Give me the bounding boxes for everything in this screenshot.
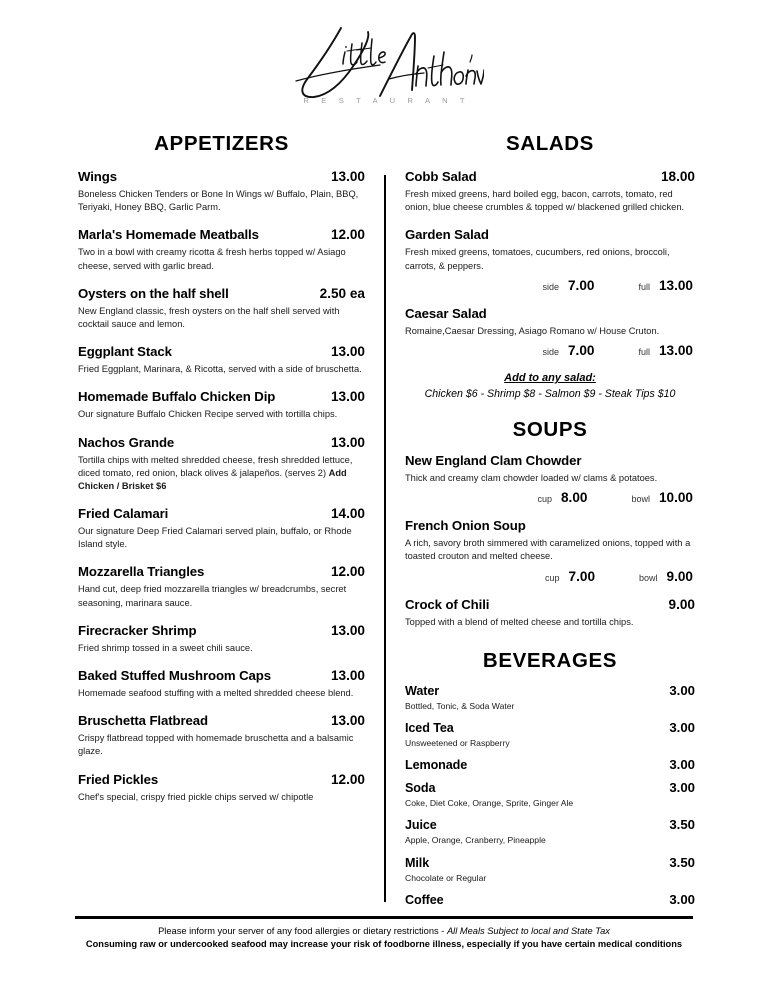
size-price-small: 8.00 [560,490,588,506]
menu-item-price: 18.00 [660,169,695,184]
menu-item-price: 12.00 [330,564,365,580]
menu-item-description: Fresh mixed greens, hard boiled egg, bacon, carrots, tomato, red onion, blue cheese crumbles & topped w/ blackened grilled chicken. [405,189,685,213]
menu-item-name: Baked Stuffed Mushroom Caps [78,668,271,683]
logo-subtitle: R E S T A U R A N T [303,96,470,105]
menu-item [405,227,695,292]
menu-item-price: 13.00 [330,434,365,450]
menu-item-description: Two in a bowl with creamy ricotta & fresh herbs topped w/ Asiago cheese, served with garlic bread. [78,247,346,271]
menu-item-description: New England classic, fresh oysters on the half shell served with cocktail sauce and lemon. [78,305,340,329]
menu-item-description: Bottled, Tonic, & Soda Water [405,700,515,711]
menu-item-name: Iced Tea [405,720,454,735]
menu-item-price: 9.00 [668,596,695,612]
size-price-small: 7.00 [567,342,595,358]
menu-item [405,453,695,505]
menu-item [405,892,695,907]
menu-item-row [78,623,365,638]
menu-item-price: 3.00 [669,682,695,698]
menu-item-description: Tortilla chips with melted shredded cheese, fresh shredded lettuce, diced tomato, red onion, black olives & jalapeños. (serves 2) Add Chicken / Brisket $6 [78,454,353,491]
menu-item-price: 13.00 [330,169,365,184]
menu-item-row [405,757,695,772]
footer-allergy-notice [75,926,693,936]
menu-item [78,435,365,494]
menu-item-description: Homemade seafood stuffing with a melted shredded cheese blend. [78,688,354,698]
menu-item-price: 3.00 [669,780,695,796]
appetizers-list [78,169,365,804]
menu-item-row [78,713,365,728]
menu-item-description: Coke, Diet Coke, Orange, Sprite, Ginger Ale [405,798,574,809]
menu-item-price: 13.00 [330,668,365,683]
menu-item [405,780,695,809]
menu-item-name: Crock of Chili [405,596,490,612]
menu-item-row [405,817,695,832]
menu-item-description: Unsweetened or Raspberry [405,737,510,748]
menu-item-description: Romaine,Caesar Dressing, Asiago Romano w/ House Cruton. [405,325,660,336]
footer-tax-text: All Meals Subject to local and State Tax [446,925,610,936]
menu-item-row [405,306,695,321]
menu-item-row [78,227,365,242]
menu-item-name: Wings [78,169,117,184]
menu-item-price: 13.00 [330,622,365,638]
menu-item [405,306,695,358]
menu-item-price: 13.00 [330,344,365,360]
size-price-large: 9.00 [666,568,693,584]
menu-item [78,227,365,272]
size-label-small: cup [537,494,552,505]
restaurant-logo [0,18,768,126]
menu-item-row [78,506,365,521]
menu-item-price: 2.50 ea [319,285,365,301]
menu-item-row [78,564,365,579]
menu-item-price: 13.00 [330,713,365,729]
menu-item-name: Mozzarella Triangles [78,564,205,580]
menu-item-price: 3.00 [669,891,695,907]
menu-item-name: Fried Pickles [78,771,159,787]
size-label-small: side [542,346,559,357]
salad-addons-line: Chicken $6 - Shrimp $8 - Salmon $9 - Steak Tips $10 [424,387,676,400]
menu-item-name: Milk [405,855,430,870]
menu-item [78,389,365,421]
menu-item [405,683,695,712]
menu-item-name: Cobb Salad [405,169,477,184]
menu-item-row [405,518,695,533]
size-price-large: 10.00 [658,490,693,506]
menu-item-name: Eggplant Stack [78,344,172,360]
menu-item-name: Water [405,683,440,698]
menu-item-name: Nachos Grande [78,434,175,450]
menu-item-price: 3.00 [669,757,695,773]
menu-item-name: Marla's Homemade Meatballs [78,227,259,243]
menu-item [78,286,365,331]
menu-item-row [405,597,695,612]
footer [75,916,693,949]
menu-item-description: Our signature Deep Fried Calamari served plain, buffalo, or Rhode Island style. [78,526,352,550]
menu-item-row [405,892,695,907]
salad-addons-title: Add to any salad: [504,371,596,384]
menu-item-name: Garden Salad [405,227,489,243]
menu-item-size-prices [405,343,695,358]
menu-item-row [78,435,365,450]
menu-item-name: French Onion Soup [405,518,526,534]
menu-item [78,713,365,758]
menu-item-size-prices [405,569,695,584]
menu-item-price: 3.00 [669,719,695,735]
menu-item-size-prices [405,490,695,505]
menu-item-description: Chef's special, crispy fried pickle chips served w/ chipotle [78,791,314,802]
soups-list [405,453,695,629]
menu-item-row [78,344,365,359]
menu-item-size-prices [405,278,695,293]
size-label-large: full [638,281,650,292]
menu-item-name: New England Clam Chowder [405,452,582,468]
menu-item-name: Lemonade [405,758,468,773]
menu-item-name: Caesar Salad [405,305,487,321]
beverages-list [405,683,695,907]
footer-divider [75,916,693,919]
size-label-large: bowl [631,494,650,505]
menu-item [78,169,365,214]
menu-item-description: Crispy flatbread topped with homemade bruschetta and a balsamic glaze. [78,733,354,757]
menu-item [78,506,365,551]
menu-item-description: Fried shrimp tossed in a sweet chili sauce. [78,642,253,653]
size-label-large: bowl [639,572,658,583]
menu-item [405,720,695,749]
menu-item-row [78,772,365,787]
right-column [405,132,695,915]
size-price-small: 7.00 [568,568,596,584]
menu-item-description: Fresh mixed greens, tomatoes, cucumbers, red onions, broccoli, carrots, & peppers. [405,247,670,271]
menu-item [405,169,695,214]
menu-item-row [405,720,695,735]
menu-item [405,597,695,629]
menu-item-description: Our signature Buffalo Chicken Recipe served with tortilla chips. [78,409,338,420]
size-label-small: side [542,281,559,292]
menu-item-name: Soda [405,781,436,796]
menu-item [78,668,365,700]
menu-item-price: 14.00 [330,506,365,522]
size-price-small: 7.00 [567,277,595,293]
menu-item-row [78,286,365,301]
menu-item-description: Apple, Orange, Cranberry, Pineapple [405,835,546,846]
menu-item-price: 3.50 [669,854,695,870]
menu-item-description: Fried Eggplant, Marinara, & Ricotta, served with a side of bruschetta. [78,364,362,375]
menu-item-row [405,453,695,468]
footer-raw-food-warning: Consuming raw or undercooked seafood may increase your risk of foodborne illness, especially if you have certain medical conditions [85,938,683,949]
menu-item [78,344,365,376]
menu-item [78,564,365,609]
size-price-large: 13.00 [658,342,693,358]
menu-item-description: Hand cut, deep fried mozzarella triangles w/ breadcrumbs, secret seasoning, marinara sauce. [78,584,347,608]
column-divider [384,175,386,902]
menu-item-row [78,668,365,683]
menu-item [405,518,695,583]
menu-item-price: 13.00 [330,389,365,405]
menu-item-price: 12.00 [330,771,365,787]
menu-item-name: Juice [405,818,437,833]
menu-item-description-emphasis: Add Chicken / Brisket $6 [78,467,347,491]
menu-item-description: Topped with a blend of melted cheese and tortilla chips. [405,616,634,627]
menu-item-description: A rich, savory broth simmered with caramelized onions, topped with a toasted crouton and melted cheese. [405,538,691,562]
menu-item-row [78,389,365,404]
menu-item [405,757,695,772]
appetizers-column [78,132,365,817]
menu-item-row [405,855,695,870]
footer-allergy-text: Please inform your server of any food allergies or dietary restrictions - [158,925,447,936]
section-heading-appetizers: APPETIZERS [154,132,289,155]
menu-item-row [405,227,695,242]
salad-addons [405,372,695,400]
menu-item-row [78,169,365,184]
menu-item-price: 3.50 [669,817,695,833]
menu-item [405,855,695,884]
section-heading-salads: SALADS [506,132,594,155]
menu-item-description: Thick and creamy clam chowder loaded w/ clams & potatoes. [405,472,658,483]
menu-item-row [405,683,695,698]
size-price-large: 13.00 [658,277,693,293]
section-heading-beverages: BEVERAGES [482,648,618,672]
size-label-large: full [638,346,650,357]
salads-list [405,169,695,358]
section-heading-soups: SOUPS [512,417,588,441]
logo-script-mark [284,18,484,104]
menu-item-row [405,780,695,795]
menu-item-name: Coffee [405,892,444,907]
menu-item [405,817,695,846]
menu-item [78,772,365,804]
menu-item-row [405,169,695,184]
menu-item [78,623,365,655]
menu-item-name: Bruschetta Flatbread [78,713,208,729]
menu-item-description: Chocolate or Regular [405,872,487,883]
menu-item-description: Boneless Chicken Tenders or Bone In Wings w/ Buffalo, Plain, BBQ, Teriyaki, Honey BBQ, Garlic Parm. [78,189,359,213]
menu-item-name: Homemade Buffalo Chicken Dip [78,389,276,405]
menu-item-name: Oysters on the half shell [78,285,229,301]
menu-item-name: Firecracker Shrimp [78,622,197,638]
menu-item-name: Fried Calamari [78,506,169,522]
size-label-small: cup [545,572,560,583]
menu-item-price: 12.00 [330,227,365,243]
